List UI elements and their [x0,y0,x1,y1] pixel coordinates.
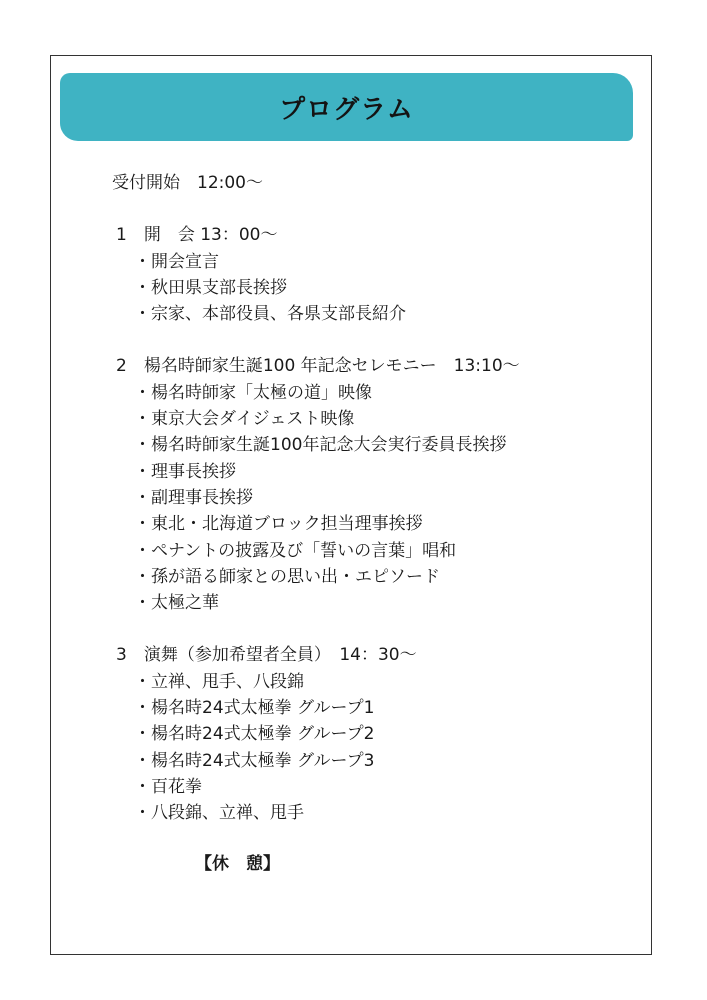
spacer [112,616,632,642]
list-item: ・東京大会ダイジェスト映像 [134,409,355,430]
list-item: ・楊名時24式太極拳 グループ2 [134,724,375,745]
list-item: ・楊名時24式太極拳 グループ1 [134,698,375,719]
list-item: ・宗家、本部役員、各県支部長紹介 [134,304,406,325]
list-item: ・秋田県支部長挨拶 [134,277,287,298]
list-item: ・楊名時24式太極拳 グループ3 [134,750,375,771]
list-item: ・ペナントの披露及び「誓いの言葉」唱和 [134,540,457,561]
list-item: ・孫が語る師家との思い出・エピソード [134,566,440,587]
list-item: ・副理事長挨拶 [134,487,253,508]
spacer [112,196,632,222]
break-label: 【休 憩】 [195,853,280,874]
reception-time: 受付開始 12:00～ [112,173,263,193]
list-item: ・楊名時師家「太極の道」映像 [134,382,372,403]
program-content [112,170,632,877]
title-banner [60,73,633,141]
list-item: ・東北・北海道ブロック担当理事挨拶 [134,514,423,535]
list-item: ・八段錦、立禅、甩手 [134,803,304,824]
list-item: ・太極之華 [134,593,219,614]
list-item: ・理事長挨拶 [134,461,236,482]
list-item: ・楊名時師家生誕100年記念大会実行委員長挨拶 [134,435,507,456]
list-item: ・開会宣言 [134,251,219,272]
spacer [112,327,632,353]
section-heading-performance: 3 演舞（参加希望者全員） 14：30～ [116,645,417,666]
section-heading-opening: 1 開 会 13：00～ [116,225,278,246]
page-title: プログラム [279,94,414,125]
section-heading-ceremony: 2 楊名時師家生誕100 年記念セレモニー 13:10～ [116,356,520,377]
list-item: ・立禅、甩手、八段錦 [134,671,304,692]
list-item: ・百花拳 [134,776,202,797]
